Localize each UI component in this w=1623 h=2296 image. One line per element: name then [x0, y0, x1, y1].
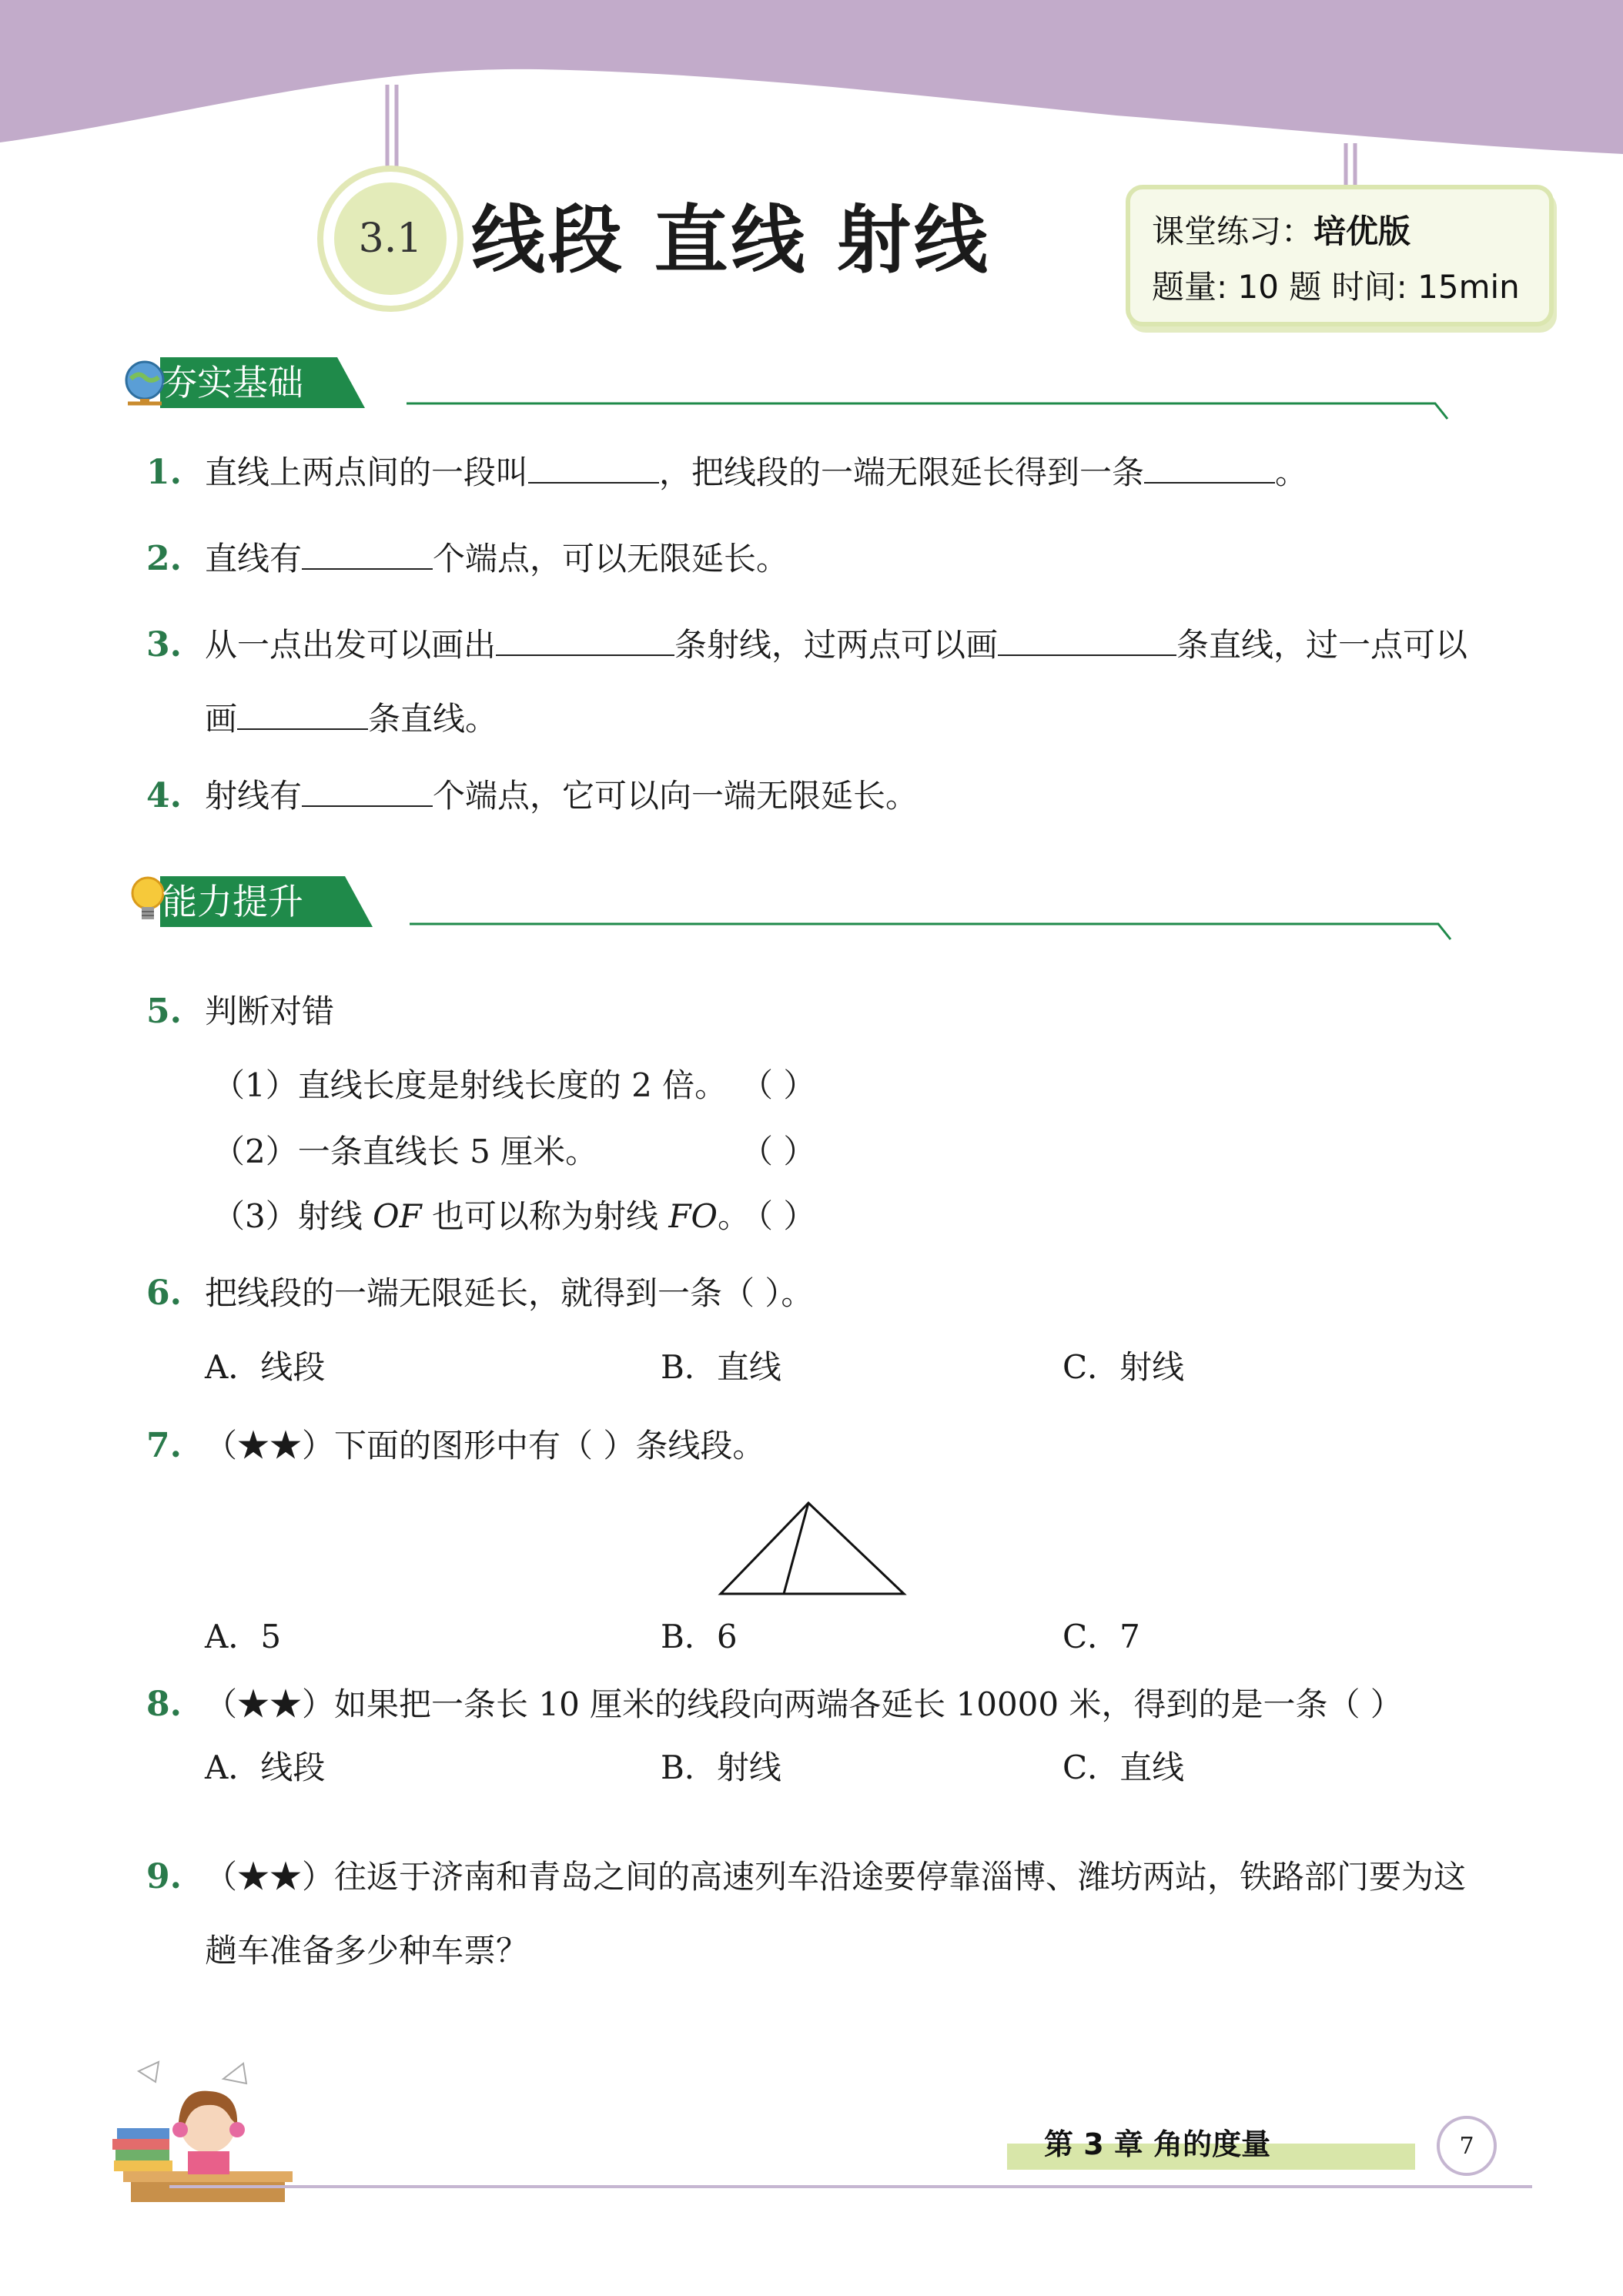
question-number: 8.: [146, 1685, 182, 1724]
question-number: 2.: [146, 539, 182, 578]
question-count-time: 题量: 10 题 时间: 15min: [1152, 268, 1520, 306]
page-number: 7: [1437, 2116, 1497, 2176]
question-number: 4.: [146, 776, 182, 815]
question-number: 1.: [146, 453, 182, 492]
judge-answer-paren[interactable]: （ ）: [741, 1197, 816, 1235]
section-header-basic: [122, 357, 368, 408]
triangle-figure: [716, 1498, 909, 1598]
section-divider-line: [407, 397, 1451, 423]
option-a[interactable]: A．5: [205, 1618, 282, 1655]
question-9-text: （★★）往返于济南和青岛之间的高速列车沿途要停靠淄博、潍坊两站，铁路部门要为这: [205, 1858, 1467, 1896]
answer-blank[interactable]: [998, 624, 1176, 656]
answer-blank[interactable]: [1144, 451, 1275, 484]
option-b[interactable]: B．6: [661, 1618, 738, 1655]
option-c[interactable]: C．7: [1062, 1618, 1140, 1655]
option-c[interactable]: C．射线: [1062, 1348, 1185, 1386]
footer-rule: [169, 2185, 1532, 2188]
question-number: 9.: [146, 1857, 182, 1896]
question-number: 5.: [146, 992, 182, 1031]
question-3-text: 从一点出发可以画出 条射线，过两点可以画 条直线，过一点可以: [205, 622, 1467, 668]
option-b[interactable]: B．直线: [661, 1348, 781, 1386]
header-wave-decoration: [0, 0, 1623, 216]
page-title: 线段 直线 射线: [471, 197, 991, 283]
question-3-text-continued: 画 条直线。: [205, 696, 497, 742]
option-b[interactable]: B．射线: [661, 1749, 781, 1786]
judge-answer-paren[interactable]: （ ）: [741, 1066, 816, 1104]
judge-item-text: （1）直线长度是射线长度的 2 倍。: [212, 1066, 728, 1104]
lesson-number: 3.1: [334, 182, 447, 295]
variable-of: OF: [373, 1197, 422, 1235]
section-title-advanced: 能力提升: [162, 881, 303, 922]
answer-blank[interactable]: [302, 775, 433, 807]
option-a[interactable]: A．线段: [205, 1348, 326, 1386]
question-number: 6.: [146, 1274, 182, 1313]
judge-answer-paren[interactable]: （ ）: [741, 1133, 816, 1170]
section-divider-line: [410, 918, 1454, 944]
section-title-basic: 夯实基础: [162, 362, 303, 403]
question-8-text: （★★）如果把一条长 10 厘米的线段向两端各延长 10000 米，得到的是一条（ ）: [205, 1685, 1403, 1723]
question-6-text: 把线段的一端无限延长，就得到一条（ ）。: [205, 1274, 814, 1312]
question-4-text: 射线有 个端点，它可以向一端无限延长。: [205, 773, 918, 819]
variable-fo: FO: [668, 1197, 718, 1235]
lesson-number-badge: [317, 166, 463, 312]
chapter-title: 第 3 章 角的度量: [1044, 2127, 1271, 2161]
question-number: 7.: [146, 1426, 182, 1465]
answer-blank[interactable]: [528, 451, 659, 484]
question-1-text: 直线上两点间的一段叫 ，把线段的一端无限延长得到一条 。: [205, 450, 1307, 496]
option-c[interactable]: C．直线: [1062, 1749, 1185, 1786]
question-7-text: （★★）下面的图形中有（ ）条线段。: [205, 1427, 765, 1464]
answer-blank[interactable]: [496, 624, 674, 656]
answer-blank[interactable]: [302, 537, 433, 570]
question-number: 3.: [146, 625, 182, 664]
option-a[interactable]: A．线段: [205, 1749, 326, 1786]
practice-level: 培优版: [1313, 213, 1411, 250]
answer-blank[interactable]: [237, 698, 368, 730]
practice-type: 课堂练习：培优版: [1152, 213, 1411, 250]
question-5-text: 判断对错: [205, 992, 335, 1030]
judge-item-text: （2）一条直线长 5 厘米。: [212, 1133, 598, 1170]
question-2-text: 直线有 个端点，可以无限延长。: [205, 536, 788, 582]
judge-item-text: （3）射线 OF 也可以称为射线 FO。: [212, 1197, 750, 1235]
question-9-text-continued: 趟车准备多少种车票？: [205, 1932, 529, 1970]
practice-info-box: [1126, 185, 1554, 326]
